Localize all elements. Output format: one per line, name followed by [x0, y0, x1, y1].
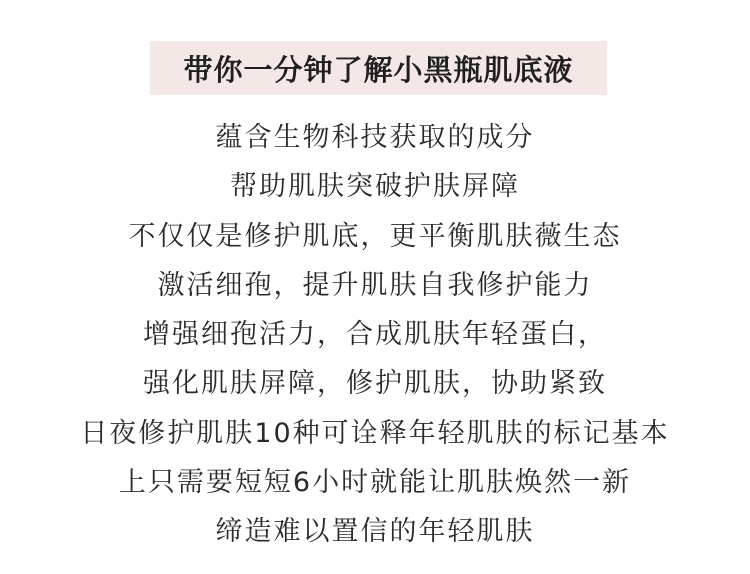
description-line: 日夜修护肌肤10种可诠释年轻肌肤的标记基本 [80, 417, 670, 449]
description-line: 强化肌肤屏障，修护肌肤，协助紧致 [143, 368, 607, 400]
description-line: 蕴含生物科技获取的成分 [215, 122, 535, 153]
description-line: 缔造难以置信的年轻肌肤 [215, 516, 535, 548]
description-line: 不仅仅是修护肌底，更平衡肌肤薇生态 [128, 220, 622, 252]
description-line: 帮助肌肤突破护肤屏障 [230, 171, 520, 203]
description-line: 增强细孢活力，合成肌肤年轻蛋白， [143, 319, 607, 351]
title-banner [150, 41, 607, 95]
page-title: 带你一分钟了解小黑瓶肌底液 [183, 52, 574, 87]
description-line: 激活细孢，提升肌肤自我修护能力 [157, 269, 593, 301]
description-line: 上只需要短短6小时就能让肌肤焕然一新 [118, 467, 632, 499]
description-text-block [0, 113, 750, 557]
